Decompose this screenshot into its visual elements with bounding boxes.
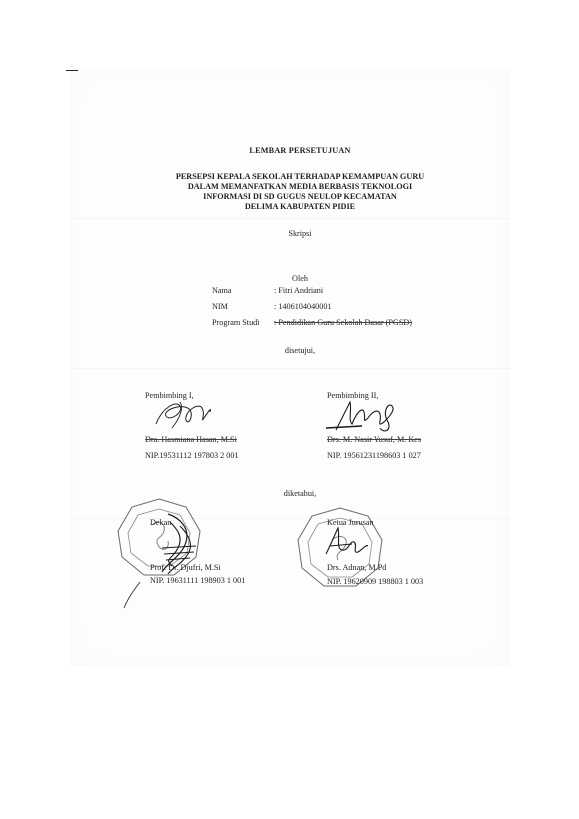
- advisor2-name: Drs. M. Nasir Yusuf, M. Kes: [327, 435, 422, 444]
- program-value: : Pendidikan Guru Sekolah Dasar (PGSD): [274, 318, 413, 327]
- advisor1-role: Pembimbing I,: [145, 391, 194, 400]
- nim-value: : 1406104040001: [274, 302, 332, 311]
- acknowledged-label: diketahui,: [283, 489, 317, 498]
- dean-name: Prof. Dr. Djufri, M.Si: [150, 563, 221, 572]
- advisor1-nip: NIP.19531112 197803 2 001: [145, 451, 239, 460]
- dean-stroke: [120, 580, 150, 610]
- dean-role: Dekan: [150, 518, 172, 527]
- title-line-1: PERSEPSI KEPALA SEKOLAH TERHADAP KEMAMPUAN GURU: [175, 172, 425, 181]
- title-line-2: DALAM MEMANFATKAN MEDIA BERBASIS TEKNOLOGI: [187, 182, 413, 191]
- program-label: Program Studi: [212, 318, 260, 327]
- advisor1-signature: [150, 398, 220, 430]
- advisor1-name: Dra. Hasmiana Hasan, M.Si: [145, 435, 237, 444]
- advisor2-role: Pembimbing II,: [327, 391, 379, 400]
- document-type: Skripsi: [288, 229, 312, 238]
- name-value: : Fitri Andriani: [274, 286, 324, 295]
- title-line-4: DELIMA KABUPATEN PIDIE: [244, 202, 356, 211]
- approved-label: disetujui,: [284, 346, 316, 355]
- document-heading: LEMBAR PERSETUJUAN: [249, 146, 351, 155]
- name-label: Nama: [212, 286, 232, 295]
- dean-nip: NIP. 19631111 198903 1 001: [150, 576, 246, 585]
- head-signature: [322, 524, 372, 564]
- scan-mark: [66, 70, 78, 71]
- advisor2-signature: [322, 398, 404, 434]
- advisor2-nip: NIP. 19561231198603 1 027: [327, 451, 421, 460]
- head-name: Drs. Adnan, M.Pd: [327, 563, 387, 572]
- title-line-3: INFORMASI DI SD GUGUS NEULOP KECAMATAN: [203, 192, 397, 201]
- head-nip: NIP. 19620909 198803 1 003: [327, 577, 424, 586]
- head-role: Ketua Jurusan: [327, 518, 374, 527]
- nim-label: NIM: [212, 302, 228, 311]
- by-label: Oleh: [292, 274, 308, 283]
